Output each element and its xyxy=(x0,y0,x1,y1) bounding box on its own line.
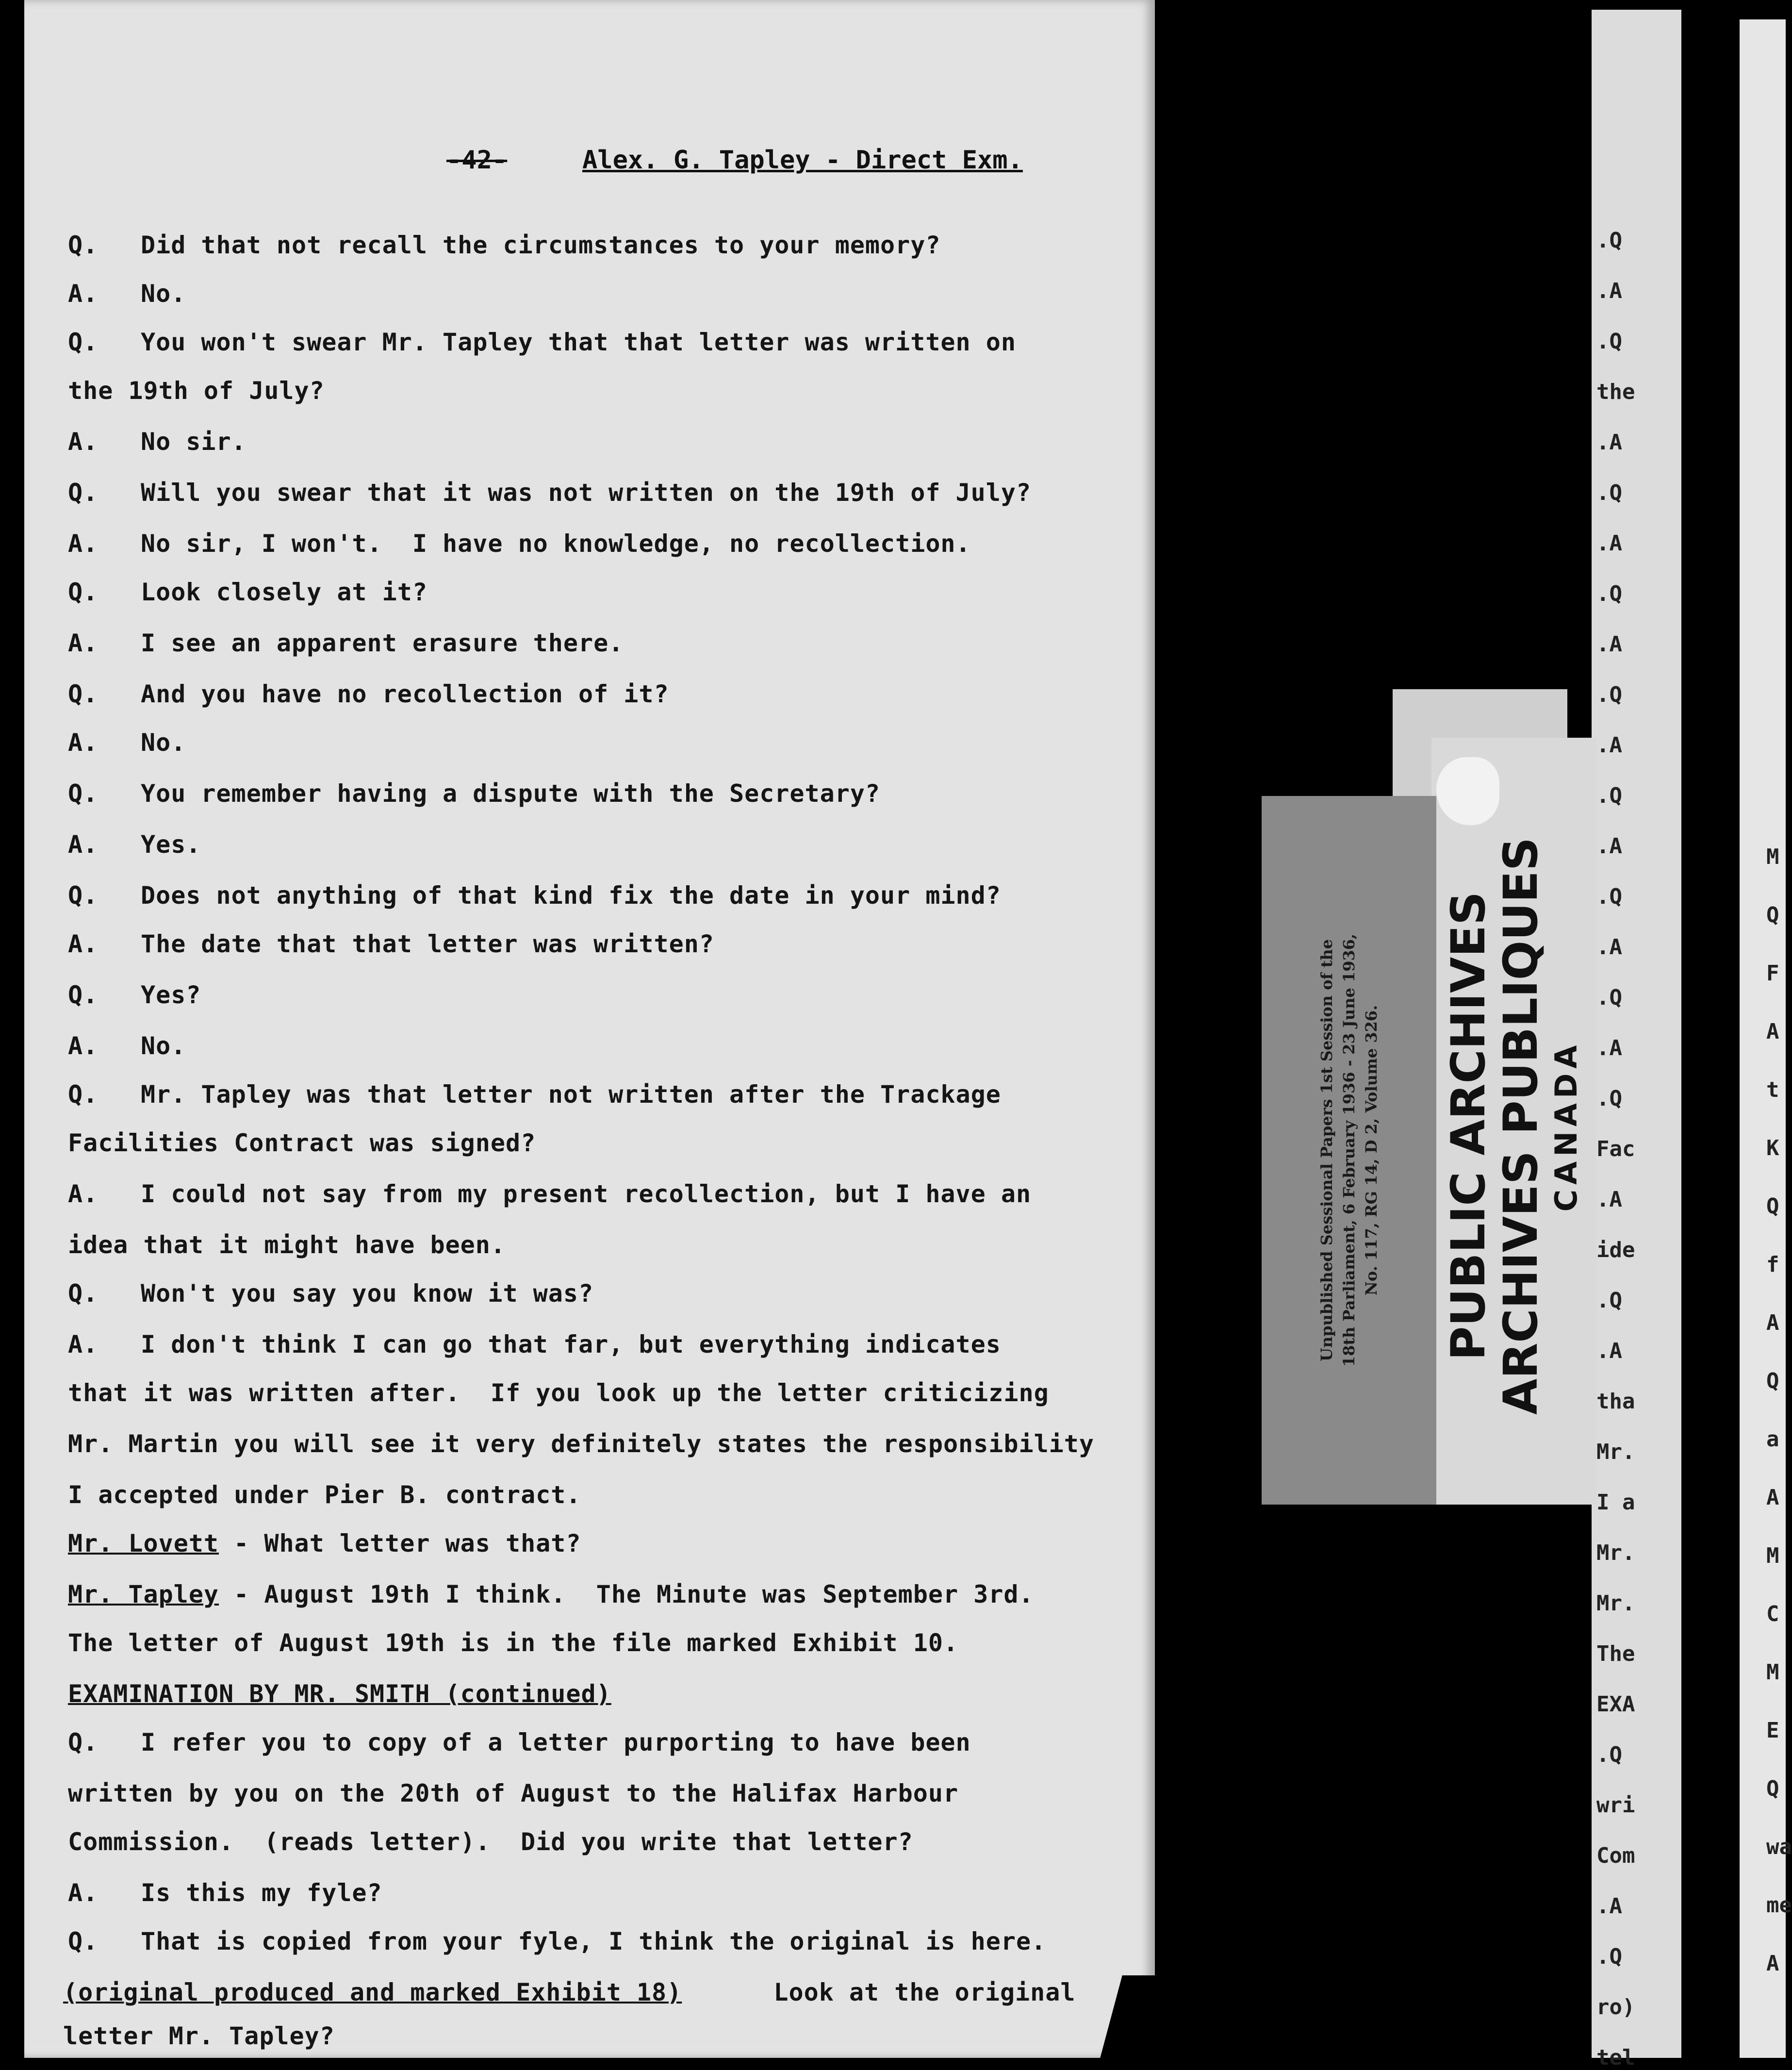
margin-mark: .Q xyxy=(1596,480,1622,505)
line-text: Won't you say you know it was? xyxy=(141,1279,594,1308)
far-page-letter: A xyxy=(1766,1951,1779,1976)
stamp-line-2: ARCHIVES PUBLIQUES xyxy=(1494,837,1548,1415)
speaker-label: Q. xyxy=(68,578,99,606)
margin-mark: Com xyxy=(1596,1843,1635,1868)
far-page-letter: M xyxy=(1766,1543,1779,1568)
far-page-letter: wa xyxy=(1766,1835,1792,1859)
transcript-line xyxy=(24,1029,1155,1063)
line-text: Look closely at it? xyxy=(141,578,427,606)
speaker-label: A. xyxy=(68,629,99,657)
far-page-letter: Q xyxy=(1766,1776,1779,1801)
speaker-label: A. xyxy=(68,830,99,859)
speaker-label: Q. xyxy=(68,779,99,808)
transcript-line xyxy=(24,777,1155,811)
margin-mark: .A xyxy=(1596,935,1622,960)
stamp-line-1: PUBLIC ARCHIVES xyxy=(1441,892,1496,1361)
margin-mark: .A xyxy=(1596,430,1622,455)
margin-mark: .Q xyxy=(1596,1742,1622,1767)
transcript-line xyxy=(24,476,1155,510)
far-page-letter: M xyxy=(1766,845,1779,869)
margin-mark: .Q xyxy=(1596,1086,1622,1111)
speaker-label: A. xyxy=(68,930,99,958)
margin-mark: wri xyxy=(1596,1793,1635,1818)
line-text: Is this my fyle? xyxy=(141,1879,382,1907)
line-text: Mr. Tapley was that letter not written after the Trackage xyxy=(141,1080,1001,1109)
speaker-label: A. xyxy=(68,1879,99,1907)
speaker-label: Q. xyxy=(68,1080,99,1109)
line-text: that it was written after. If you look up the letter criticizing xyxy=(68,1379,1049,1407)
line-text: That is copied from your fyle, I think the original is here. xyxy=(141,1927,1047,1955)
far-page-letter: K xyxy=(1766,1136,1779,1160)
line-text: I could not say from my present recollection, but I have an xyxy=(141,1180,1032,1208)
margin-mark: .A xyxy=(1596,733,1622,758)
speaker-label: Q. xyxy=(68,328,99,356)
speaker-label: A. xyxy=(68,729,99,757)
far-page-letter: f xyxy=(1766,1252,1779,1277)
speaker-label: Q. xyxy=(68,1728,99,1756)
margin-mark: .A xyxy=(1596,531,1622,556)
margin-mark: Mr. xyxy=(1596,1591,1635,1616)
speaker-label: Q. xyxy=(68,1927,99,1955)
transcript-line xyxy=(24,1327,1155,1361)
line-text: Did that not recall the circumstances to your memory? xyxy=(141,231,941,259)
margin-mark: .A xyxy=(1596,834,1622,859)
line-text: (original produced and marked Exhibit 18) xyxy=(63,1978,682,2006)
line-text: No sir, I won't. I have no knowledge, no recollection. xyxy=(141,530,971,558)
margin-mark: tel xyxy=(1596,2045,1635,2070)
far-page-letter: Q xyxy=(1766,1369,1779,1393)
far-page-letter: t xyxy=(1766,1077,1779,1102)
transcript-line xyxy=(24,575,1155,609)
margin-mark: .A xyxy=(1596,1339,1622,1363)
transcript-line xyxy=(24,1526,1155,1560)
transcript-line xyxy=(24,1975,1155,2009)
transcript-line xyxy=(24,978,1155,1012)
far-page-letter: A xyxy=(1766,1310,1779,1335)
line-text: No sir. xyxy=(141,428,247,456)
far-page-letter: E xyxy=(1766,1718,1779,1743)
line-text: Commission. (reads letter). Did you write that letter? xyxy=(68,1828,913,1856)
transcript-line xyxy=(24,1626,1155,1660)
transcript-line xyxy=(24,677,1155,711)
speaker-label: A. xyxy=(68,1180,99,1208)
margin-mark: .A xyxy=(1596,1894,1622,1919)
transcript-line xyxy=(24,228,1155,262)
transcript-line xyxy=(24,726,1155,760)
line-text: I refer you to copy of a letter purporting to have been xyxy=(141,1728,971,1756)
margin-mark: .Q xyxy=(1596,1288,1622,1313)
line-text: I accepted under Pier B. contract. xyxy=(68,1481,581,1509)
margin-mark: I a xyxy=(1596,1490,1635,1515)
speaker-name: Mr. Lovett xyxy=(68,1529,219,1557)
line-text: No. xyxy=(141,280,186,308)
tag-line-1: Unpublished Sessional Papers 1st Session of the xyxy=(1317,939,1336,1361)
transcript-line xyxy=(24,927,1155,961)
far-page-letter: F xyxy=(1766,961,1779,986)
speaker-label: A. xyxy=(68,1032,99,1060)
margin-mark: .A xyxy=(1596,632,1622,657)
line-text: idea that it might have been. xyxy=(68,1231,506,1259)
transcript-line xyxy=(24,1725,1155,1759)
transcript-line xyxy=(24,828,1155,861)
transcript-line xyxy=(24,277,1155,311)
transcript-line xyxy=(24,425,1155,459)
line-text: The letter of August 19th is in the file marked Exhibit 10. xyxy=(68,1629,959,1657)
transcript-line xyxy=(24,1478,1155,1512)
far-page-letter: Q xyxy=(1766,1194,1779,1219)
transcript-line xyxy=(24,325,1155,359)
transcript-line xyxy=(24,1077,1155,1111)
speaker-label: Q. xyxy=(68,680,99,708)
margin-mark: Mr. xyxy=(1596,1440,1635,1464)
line-text: Yes? xyxy=(141,981,201,1009)
transcript-line xyxy=(24,1776,1155,1810)
speaker-label: Q. xyxy=(68,1279,99,1308)
line-text: - August 19th I think. The Minute was September 3rd. xyxy=(219,1580,1034,1608)
transcript-line xyxy=(24,1427,1155,1461)
speaker-name: Mr. Tapley xyxy=(68,1580,219,1608)
speaker-label: Q. xyxy=(68,981,99,1009)
margin-mark: .Q xyxy=(1596,682,1622,707)
margin-mark: .A xyxy=(1596,279,1622,303)
line-text: And you have no recollection of it? xyxy=(141,680,669,708)
margin-mark: the xyxy=(1596,380,1635,404)
line-text: I don't think I can go that far, but everything indicates xyxy=(141,1330,1001,1358)
margin-mark: ro) xyxy=(1596,1995,1635,2020)
transcript-line xyxy=(24,1376,1155,1410)
line-text: Yes. xyxy=(141,830,201,859)
margin-mark: .Q xyxy=(1596,228,1622,253)
line-text: I see an apparent erasure there. xyxy=(141,629,624,657)
transcript-line xyxy=(24,1825,1155,1859)
speaker-label: A. xyxy=(68,530,99,558)
transcript-line xyxy=(24,1577,1155,1611)
stamp-line-3: CANADA xyxy=(1548,1040,1584,1212)
margin-mark: .Q xyxy=(1596,783,1622,808)
line-text: the 19th of July? xyxy=(68,377,325,405)
transcript-line xyxy=(24,1876,1155,1910)
transcript-line xyxy=(24,1228,1155,1262)
tag-line-3: No. 117, RG 14, D 2, Volume 326. xyxy=(1362,1005,1381,1296)
margin-mark: EXA xyxy=(1596,1692,1635,1717)
far-page-letter: Q xyxy=(1766,903,1779,927)
transcript-line xyxy=(24,1677,1155,1711)
line-text: No. xyxy=(141,1032,186,1060)
transcript-line xyxy=(24,1276,1155,1310)
transcript-line xyxy=(24,1177,1155,1211)
margin-mark: .A xyxy=(1596,1187,1622,1212)
transcript-line xyxy=(24,527,1155,561)
line-text: Does not anything of that kind fix the date in your mind? xyxy=(141,881,1001,910)
line-text: You won't swear Mr. Tapley that that letter was written on xyxy=(141,328,1016,356)
far-page-letter: M xyxy=(1766,1660,1779,1685)
transcript-line xyxy=(24,374,1155,408)
line-text: - What letter was that? xyxy=(219,1529,581,1557)
far-page-letter: me xyxy=(1766,1893,1792,1918)
line-text: Facilities Contract was signed? xyxy=(68,1129,536,1157)
margin-mark: The xyxy=(1596,1641,1635,1666)
archive-tag-handwriting xyxy=(1262,796,1436,1505)
margin-mark: ide xyxy=(1596,1238,1635,1262)
margin-mark: .Q xyxy=(1596,985,1622,1010)
margin-mark: .Q xyxy=(1596,884,1622,909)
margin-mark: .A xyxy=(1596,1036,1622,1060)
far-page-letter: A xyxy=(1766,1019,1779,1044)
page-number: -42- xyxy=(446,146,508,175)
speaker-label: A. xyxy=(68,280,99,308)
line-text: letter Mr. Tapley? xyxy=(63,2022,335,2050)
line-text: Mr. Martin you will see it very definitely states the responsibility xyxy=(68,1430,1094,1458)
line-text: No. xyxy=(141,729,186,757)
transcript-line xyxy=(24,626,1155,660)
line-text: Will you swear that it was not written on the 19th of July? xyxy=(141,479,1032,507)
transcript-page xyxy=(24,0,1155,2058)
speaker-label: A. xyxy=(68,428,99,456)
transcript-line xyxy=(24,878,1155,912)
margin-mark: Mr. xyxy=(1596,1540,1635,1565)
speaker-label: A. xyxy=(68,1330,99,1358)
margin-mark: .Q xyxy=(1596,581,1622,606)
far-page-letter: a xyxy=(1766,1427,1779,1452)
line-text: Look at the original xyxy=(713,1978,1076,2006)
line-text: The date that that letter was written? xyxy=(141,930,714,958)
margin-mark: tha xyxy=(1596,1389,1635,1414)
transcript-line xyxy=(24,1924,1155,1958)
speaker-label: Q. xyxy=(68,479,99,507)
margin-mark: .Q xyxy=(1596,329,1622,354)
page-title: Alex. G. Tapley - Direct Exm. xyxy=(582,146,1023,175)
line-text: You remember having a dispute with the Secretary? xyxy=(141,779,881,808)
margin-mark: .Q xyxy=(1596,1944,1622,1969)
transcript-line xyxy=(24,2019,1155,2053)
section-heading: EXAMINATION BY MR. SMITH (continued) xyxy=(68,1680,611,1708)
far-page-letter: C xyxy=(1766,1602,1779,1626)
margin-mark: Fac xyxy=(1596,1137,1635,1161)
archives-stamp xyxy=(1431,796,1596,1456)
speaker-label: Q. xyxy=(68,231,99,259)
line-text: written by you on the 20th of August to the Halifax Harbour xyxy=(68,1779,959,1807)
transcript-line xyxy=(24,1126,1155,1160)
tag-line-2: 18th Parliament, 6 February 1936 - 23 June 1936, xyxy=(1340,933,1358,1367)
speaker-label: Q. xyxy=(68,881,99,910)
far-page-letter: A xyxy=(1766,1485,1779,1510)
